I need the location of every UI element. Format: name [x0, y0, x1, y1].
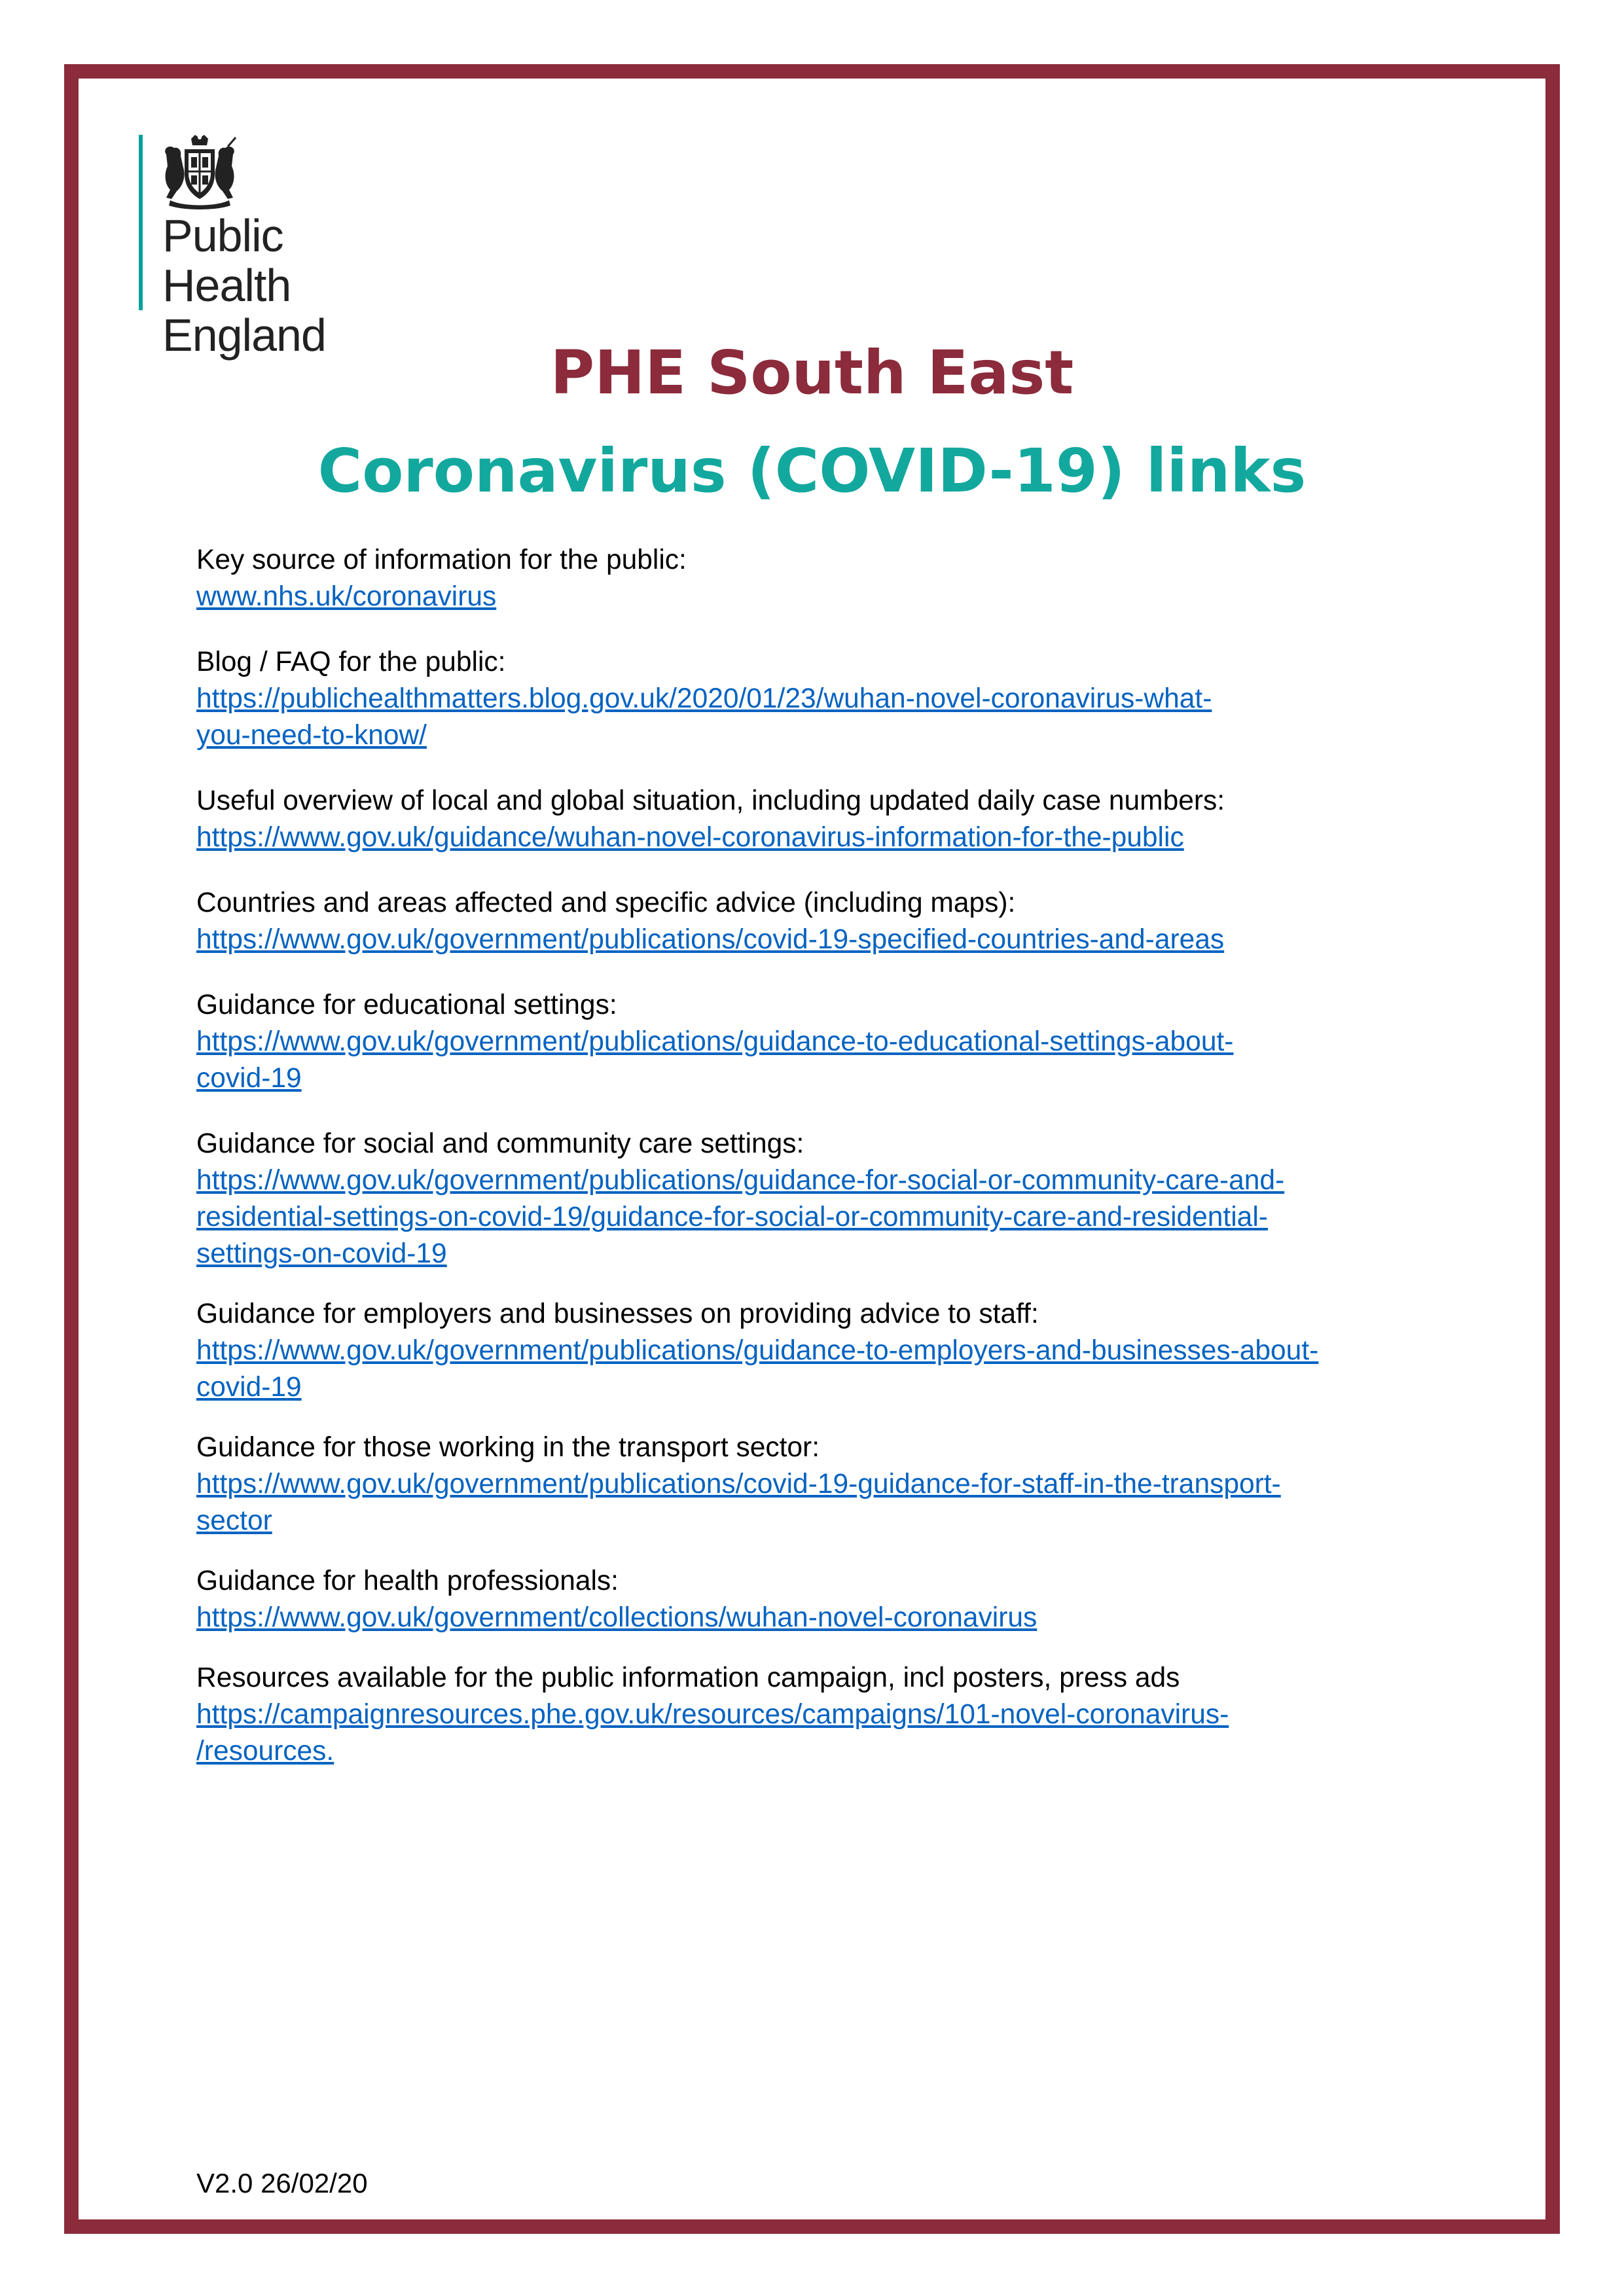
- entry-link[interactable]: https://www.gov.uk/government/publications/guidance-to-employers-and-businesses-about- covid-19: [196, 1335, 1319, 1403]
- list-item: [196, 885, 1479, 958]
- entry-label: Useful overview of local and global situation, including updated daily case numbers:: [196, 785, 1225, 816]
- list-item: [196, 1126, 1479, 1272]
- entry-label: Guidance for health professionals:: [196, 1566, 619, 1596]
- list-item: [196, 783, 1479, 856]
- entry-link[interactable]: https://www.gov.uk/guidance/wuhan-novel-coronavirus-information-for-the-public: [196, 822, 1184, 853]
- entry-label: Guidance for educational settings:: [196, 990, 617, 1020]
- entry-link[interactable]: https://www.gov.uk/government/publications/covid-19-guidance-for-staff-in-the-transport- sector: [196, 1469, 1281, 1536]
- version-footer: V2.0 26/02/20: [196, 2168, 368, 2198]
- entry-label: Key source of information for the public:: [196, 545, 687, 575]
- list-item: [196, 1429, 1479, 1539]
- entry-label: Blog / FAQ for the public:: [196, 647, 506, 677]
- entry-link[interactable]: https://www.gov.uk/government/publications/covid-19-specified-countries-and-areas: [196, 924, 1225, 955]
- entry-link[interactable]: https://campaignresources.phe.gov.uk/resources/campaigns/101-novel-coronavirus- /resources.: [196, 1699, 1229, 1767]
- entry-link[interactable]: https://www.gov.uk/government/collections/wuhan-novel-coronavirus: [196, 1602, 1038, 1633]
- logo-name: Public Health England: [162, 210, 326, 361]
- list-item: [196, 1296, 1479, 1406]
- entry-label: Resources available for the public information campaign, incl posters, press ads: [196, 1662, 1180, 1693]
- entry-label: Guidance for social and community care settings:: [196, 1128, 804, 1159]
- list-item: [196, 542, 1479, 615]
- entry-label: Countries and areas affected and specific advice (including maps):: [196, 888, 1016, 918]
- title-covid-links: Coronavirus (COVID-19) links: [317, 436, 1307, 506]
- entry-link[interactable]: https://www.gov.uk/government/publications/guidance-to-educational-settings-about- covid-19: [196, 1026, 1234, 1094]
- list-item: [196, 1660, 1479, 1770]
- links-list: [196, 542, 1479, 1799]
- logo-accent-bar: [139, 135, 143, 310]
- list-item: [196, 1563, 1479, 1636]
- list-item: [196, 987, 1479, 1097]
- royal-coat-of-arms-icon: [157, 135, 242, 209]
- title-phe-south-east: PHE South East: [550, 338, 1074, 408]
- entry-link[interactable]: www.nhs.uk/coronavirus: [196, 581, 497, 612]
- list-item: [196, 644, 1479, 754]
- entry-label: Guidance for those working in the transport sector:: [196, 1432, 820, 1463]
- entry-link[interactable]: https://www.gov.uk/government/publications/guidance-for-social-or-community-care-and- residential-settings-on-covid-19/guidance-for-social-or-community-care-and-residential- settings-on-covid-19: [196, 1165, 1285, 1269]
- entry-link[interactable]: https://publichealthmatters.blog.gov.uk/2020/01/23/wuhan-novel-coronavirus-what- you-need-to-know/: [196, 683, 1212, 751]
- entry-label: Guidance for employers and businesses on providing advice to staff:: [196, 1299, 1039, 1329]
